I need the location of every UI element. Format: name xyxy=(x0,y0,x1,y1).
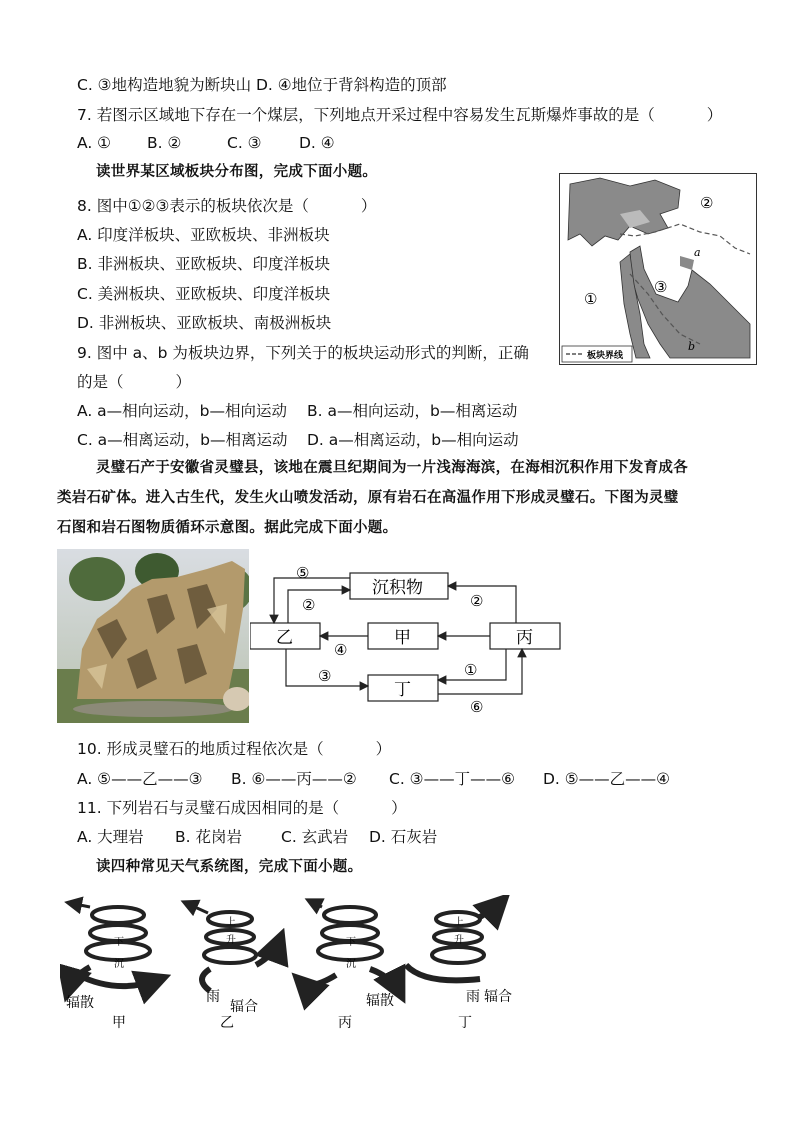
node-bing: 丙 xyxy=(516,628,533,648)
jia-label-divergence: 辐散 xyxy=(66,995,94,1011)
plate-map-drawing xyxy=(560,174,756,364)
map-label-b: b xyxy=(688,340,696,353)
node-jia: 甲 xyxy=(394,628,411,648)
q6-options-cd: C. ③地构造地貌为断块山 D. ④地位于背斜构造的顶部 xyxy=(77,76,447,94)
bing-name: 丙 xyxy=(338,1015,352,1031)
q9-option-c: C. a—相离运动，b—相离运动 xyxy=(77,431,288,449)
q11-stem xyxy=(77,797,407,819)
q8-close: ） xyxy=(360,197,377,215)
arrow-label-6: ⑥ xyxy=(470,698,484,716)
arrow-label-2-right: ② xyxy=(470,592,484,610)
node-ding: 丁 xyxy=(394,680,411,700)
q7-stem-text: 7. 若图示区域地下存在一个煤层，下列地点开采过程中容易发生瓦斯爆炸事故的是（ xyxy=(77,106,655,124)
q10-option-d: D. ⑤——乙——④ xyxy=(543,770,671,788)
q11-close: ） xyxy=(391,799,407,817)
ding-name: 丁 xyxy=(458,1015,472,1031)
q7-options xyxy=(77,132,335,154)
q7-stem xyxy=(77,104,722,126)
intro-plate-map: 读世界某区域板块分布图，完成下面小题。 xyxy=(96,163,378,180)
arrow-label-2-left: ② xyxy=(302,596,316,614)
yi-name: 乙 xyxy=(220,1015,234,1031)
intro-lingbi-line2: 类岩石矿体。进入古生代，发生火山喷发活动，原有岩石在高温作用下形成灵璧石。下图为灵璧 xyxy=(57,489,679,506)
q10-option-a: A. ⑤——乙——③ xyxy=(77,770,203,788)
q11-option-b: B. 花岗岩 xyxy=(175,828,242,846)
map-label-a: a xyxy=(694,246,701,259)
yi-label-convergence: 辐合 xyxy=(230,999,258,1015)
q9-stem-line2 xyxy=(77,371,191,393)
q9-options-cd xyxy=(77,429,519,451)
q7-option-b: B. ② xyxy=(147,134,182,152)
ding-label-up: 上 xyxy=(454,917,464,928)
q10-close: ） xyxy=(375,740,392,758)
q10-option-b: B. ⑥——丙——② xyxy=(231,770,357,788)
yi-label-up: 上 xyxy=(226,917,236,928)
q11-options xyxy=(77,826,437,848)
q9-options-ab xyxy=(77,400,517,422)
bing-label-sink: 沉 xyxy=(346,959,356,970)
weather-systems-diagram xyxy=(60,895,540,1035)
q8-option-b: B. 非洲板块、亚欧板块、印度洋板块 xyxy=(77,255,330,273)
q9-option-a: A. a—相向运动，b—相向运动 xyxy=(77,402,288,420)
q11-option-d: D. 石灰岩 xyxy=(369,828,438,846)
map-label-3: ③ xyxy=(654,278,668,296)
q7-option-a: A. ① xyxy=(77,134,112,152)
q8-option-c: C. 美洲板块、亚欧板块、印度洋板块 xyxy=(77,285,331,303)
q9-option-d: D. a—相离运动，b—相向运动 xyxy=(307,431,519,449)
jia-label-sink: 沉 xyxy=(114,959,124,970)
node-sediment: 沉积物 xyxy=(372,578,423,598)
q9-close: ） xyxy=(175,373,192,391)
intro-lingbi-line1: 灵璧石产于安徽省灵璧县，该地在震旦纪期间为一片浅海海滨，在海相沉积作用下发育成各 xyxy=(96,459,688,476)
plate-map xyxy=(559,173,757,365)
map-legend: 板块界线 xyxy=(587,351,624,361)
intro-weather: 读四种常见天气系统图，完成下面小题。 xyxy=(96,858,363,875)
q11-option-c: C. 玄武岩 xyxy=(281,828,349,846)
q11-stem-text: 11. 下列岩石与灵璧石成因相同的是（ xyxy=(77,799,340,817)
jia-name: 甲 xyxy=(112,1015,126,1031)
arrow-label-4: ④ xyxy=(334,641,348,659)
q9-option-b: B. a—相向运动，b—相离运动 xyxy=(307,402,518,420)
q11-option-a: A. 大理岩 xyxy=(77,828,144,846)
q8-stem-text: 8. 图中①②③表示的板块依次是（ xyxy=(77,197,309,215)
rock-cycle-diagram xyxy=(250,560,570,720)
q8-stem xyxy=(77,195,376,217)
q10-stem-text: 10. 形成灵璧石的地质过程依次是（ xyxy=(77,740,324,758)
map-label-2: ② xyxy=(700,194,714,212)
q7-option-d: D. ④ xyxy=(299,134,335,152)
q10-options xyxy=(77,768,670,790)
map-label-1: ① xyxy=(584,290,598,308)
q8-option-d: D. 非洲板块、亚欧板块、南极洲板块 xyxy=(77,314,332,332)
lingbi-stone-drawing xyxy=(57,549,249,723)
arrow-label-1: ① xyxy=(464,661,478,679)
jia-label-down: 下 xyxy=(114,937,124,948)
q9-stem-line1: 9. 图中 a、b 为板块边界，下列关于的板块运动形式的判断，正确 xyxy=(77,344,529,362)
lingbi-stone-photo xyxy=(57,549,249,723)
weather-system-ding xyxy=(406,901,512,1031)
weather-systems-svg xyxy=(60,895,540,1035)
bing-label-down: 下 xyxy=(346,937,356,948)
q8-option-a: A. 印度洋板块、亚欧板块、非洲板块 xyxy=(77,226,330,244)
q9-stem-text: 的是（ xyxy=(77,373,124,391)
intro-lingbi-line3: 石图和岩石图物质循环示意图。据此完成下面小题。 xyxy=(57,519,398,536)
node-yi: 乙 xyxy=(276,628,293,648)
ding-label-convergence: 辐合 xyxy=(484,989,512,1005)
bing-label-divergence: 辐散 xyxy=(366,993,394,1009)
arrow-label-3: ③ xyxy=(318,667,332,685)
yi-label-rise: 升 xyxy=(226,935,236,946)
q7-close: ） xyxy=(706,106,723,124)
weather-system-bing xyxy=(300,901,400,1031)
arrow-label-5: ⑤ xyxy=(296,564,310,582)
rock-cycle-svg xyxy=(250,560,570,720)
yi-label-rain: 雨 xyxy=(206,989,220,1005)
weather-system-jia xyxy=(66,903,160,1031)
q7-option-c: C. ③ xyxy=(227,134,262,152)
ding-label-rise: 升 xyxy=(454,935,464,946)
q10-stem xyxy=(77,738,391,760)
ding-label-rain: 雨 xyxy=(466,989,480,1005)
weather-system-yi xyxy=(186,903,280,1031)
q10-option-c: C. ③——丁——⑥ xyxy=(389,770,515,788)
